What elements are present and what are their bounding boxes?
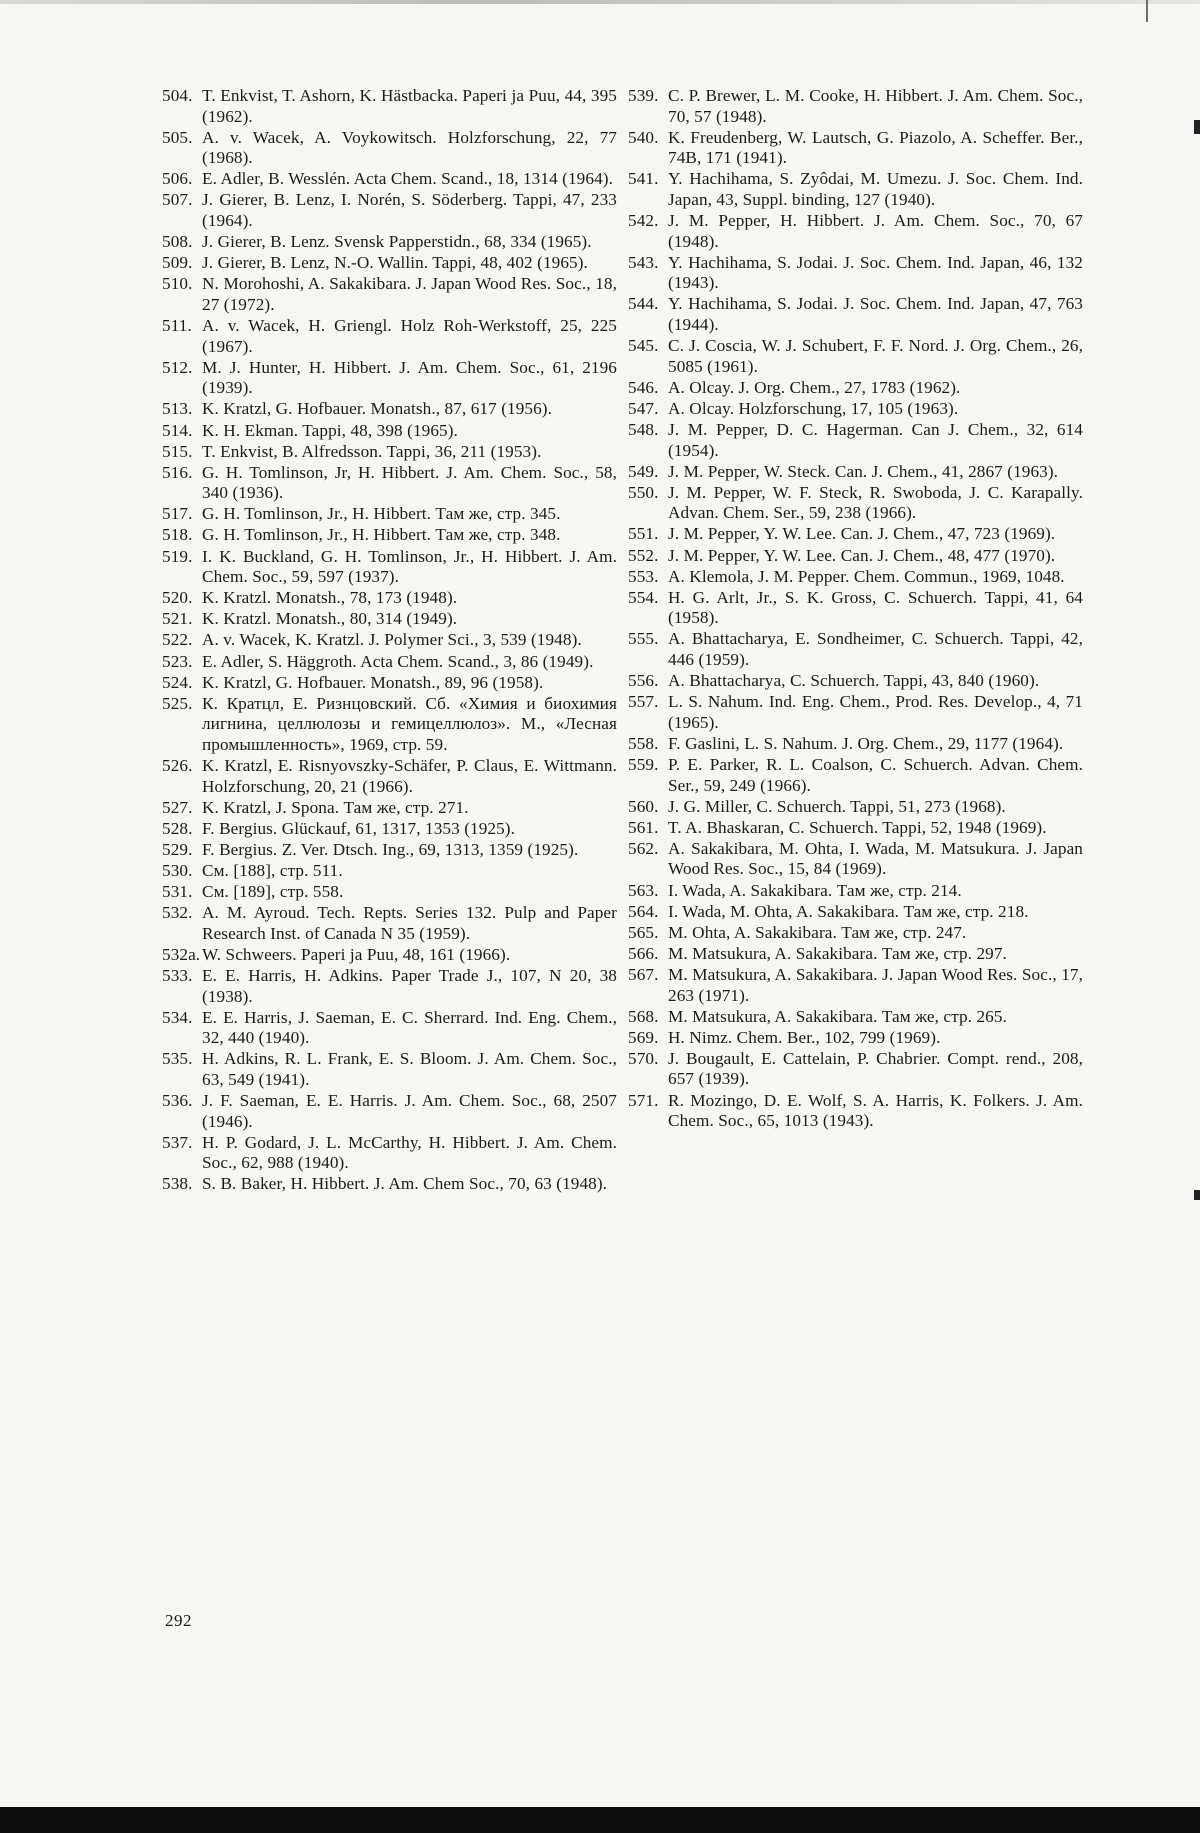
reference-number: 519. [162, 546, 193, 566]
reference-entry [162, 1133, 617, 1174]
reference-entry [628, 839, 1083, 880]
reference-number: 558. [628, 733, 659, 753]
reference-entry [162, 1049, 617, 1090]
reference-number: 564. [628, 901, 659, 921]
reference-number: 554. [628, 587, 659, 607]
page-number: 292 [165, 1611, 192, 1630]
reference-number: 560. [628, 796, 659, 816]
reference-number: 548. [628, 420, 659, 439]
reference-entry [628, 818, 1083, 839]
reference-text: K. Kratzl, G. Hofbauer. Monatsh., 87, 617 (1956). [202, 399, 553, 419]
reference-entry [628, 588, 1083, 629]
reference-entry [628, 546, 1083, 567]
reference-text: C. J. Coscia, W. J. Schubert, F. F. Nord. J. Org. Chem., 26, 5085 (1961). [668, 336, 1083, 376]
reference-text: P. E. Parker, R. L. Coalson, C. Schuerch. Advan. Chem. Ser., 59, 249 (1966). [668, 755, 1083, 795]
reference-number: 537. [162, 1132, 193, 1152]
reference-text: K. Kratzl, E. Risnyovszky-Schäfer, P. Claus, E. Wittmann. Holzforschung, 20, 21 (1966). [202, 756, 617, 796]
reference-number: 561. [628, 817, 659, 837]
reference-text: G. H. Tomlinson, Jr., H. Hibbert. Там же, стр. 345. [202, 504, 561, 524]
reference-entry [628, 399, 1083, 420]
reference-number: 570. [628, 1048, 659, 1068]
reference-entry [162, 86, 617, 127]
reference-entry [628, 211, 1083, 252]
reference-text: M. J. Hunter, H. Hibbert. J. Am. Chem. Soc., 61, 2196 (1939). [202, 357, 617, 398]
reference-text: M. Matsukura, A. Sakakibara. Там же, стр. 265. [668, 1006, 1007, 1026]
reference-entry [628, 483, 1083, 524]
reference-number: 510. [162, 274, 193, 294]
reference-number: 525. [162, 693, 193, 713]
reference-entry [162, 588, 617, 609]
reference-entry [162, 694, 617, 756]
reference-text: T. Enkvist, T. Ashorn, K. Hästbacka. Paperi ja Puu, 44, 395 (1962). [202, 86, 617, 126]
reference-number: 504. [162, 86, 193, 105]
reference-entry [162, 861, 617, 882]
reference-entry [628, 169, 1083, 210]
reference-entry [628, 923, 1083, 944]
reference-entry [162, 232, 617, 253]
reference-text: C. P. Brewer, L. M. Cooke, H. Hibbert. J. Am. Chem. Soc., 70, 57 (1948). [668, 86, 1083, 126]
reference-text: A. Sakakibara, M. Ohta, I. Wada, M. Matsukura. J. Japan Wood Res. Soc., 15, 84 (1969). [668, 838, 1083, 879]
reference-number: 543. [628, 252, 659, 272]
reference-number: 526. [162, 756, 193, 775]
reference-entry [162, 169, 617, 190]
reference-number: 507. [162, 190, 193, 210]
reference-text: J. Gierer, B. Lenz, I. Norén, S. Söderberg. Tappi, 47, 233 (1964). [202, 190, 617, 231]
reference-entry [162, 819, 617, 840]
reference-text: J. M. Pepper, W. Steck. Can. J. Chem., 41, 2867 (1963). [668, 461, 1059, 481]
reference-text: M. Matsukura, A. Sakakibara. J. Japan Wood Res. Soc., 17, 263 (1971). [668, 964, 1083, 1005]
reference-number: 521. [162, 609, 193, 629]
reference-number: 518. [162, 525, 193, 545]
reference-number: 511. [162, 316, 192, 336]
reference-entry [628, 797, 1083, 818]
reference-entry [162, 966, 617, 1007]
reference-number: 544. [628, 294, 659, 314]
reference-number: 540. [628, 127, 659, 147]
reference-entry [628, 524, 1083, 545]
reference-entry [162, 274, 617, 315]
reference-number: 566. [628, 943, 659, 963]
reference-text: M. Ohta, A. Sakakibara. Там же, стр. 247. [668, 922, 967, 942]
reference-text: I. Wada, M. Ohta, A. Sakakibara. Там же, стр. 218. [668, 901, 1029, 921]
reference-number: 530. [162, 860, 193, 880]
reference-text: G. H. Tomlinson, Jr., H. Hibbert. Там же, стр. 348. [202, 525, 561, 545]
reference-text: R. Mozingo, D. E. Wolf, S. A. Harris, K. Folkers. J. Am. Chem. Soc., 65, 1013 (1943). [668, 1090, 1083, 1131]
reference-text: J. M. Pepper, Y. W. Lee. Can. J. Chem., 48, 477 (1970). [668, 545, 1056, 565]
reference-entry [162, 945, 617, 966]
reference-number: 516. [162, 462, 193, 482]
reference-text: J. Bougault, E. Cattelain, P. Chabrier. Compt. rend., 208, 657 (1939). [668, 1048, 1083, 1089]
reference-text: J. Gierer, B. Lenz, N.-O. Wallin. Tappi, 48, 402 (1965). [202, 253, 588, 273]
reference-number: 533. [162, 965, 193, 985]
reference-text: A. Bhattacharya, E. Sondheimer, C. Schuerch. Tappi, 42, 446 (1959). [668, 629, 1083, 670]
reference-entry [162, 504, 617, 525]
reference-number: 568. [628, 1006, 659, 1026]
reference-entry [162, 442, 617, 463]
reference-entry [162, 128, 617, 169]
reference-text: K. H. Ekman. Tappi, 48, 398 (1965). [202, 420, 458, 440]
reference-entry [628, 294, 1083, 335]
reference-text: H. P. Godard, J. L. McCarthy, H. Hibbert. J. Am. Chem. Soc., 62, 988 (1940). [202, 1132, 617, 1173]
reference-text: A. Olcay. J. Org. Chem., 27, 1783 (1962). [668, 377, 961, 397]
reference-entry [162, 903, 617, 944]
reference-text: J. M. Pepper, W. F. Steck, R. Swoboda, J. C. Karapally. Advan. Chem. Ser., 59, 238 (1966). [668, 482, 1083, 523]
reference-number: 546. [628, 377, 659, 397]
reference-text: G. H. Tomlinson, Jr, H. Hibbert. J. Am. Chem. Soc., 58, 340 (1936). [202, 462, 617, 503]
reference-entry [162, 463, 617, 504]
reference-text: См. [188], стр. 511. [202, 860, 343, 880]
reference-entry [162, 253, 617, 274]
reference-entry [628, 965, 1083, 1006]
reference-entry [628, 1091, 1083, 1132]
reference-number: 541. [628, 169, 659, 189]
reference-number: 532a. [162, 944, 201, 964]
reference-entry [162, 421, 617, 442]
reference-number: 542. [628, 211, 659, 231]
reference-text: J. G. Miller, C. Schuerch. Tappi, 51, 273 (1968). [668, 796, 1006, 816]
reference-entry [628, 128, 1083, 169]
reference-number: 565. [628, 922, 659, 942]
reference-number: 562. [628, 838, 659, 858]
reference-text: См. [189], стр. 558. [202, 882, 344, 902]
reference-entry [162, 399, 617, 420]
reference-text: H. Adkins, R. L. Frank, E. S. Bloom. J. Am. Chem. Soc., 63, 549 (1941). [202, 1049, 617, 1089]
reference-number: 531. [162, 882, 193, 902]
reference-text: T. Enkvist, B. Alfredsson. Tappi, 36, 211 (1953). [202, 441, 542, 461]
reference-text: A. v. Wacek, A. Voykowitsch. Holzforschung, 22, 77 (1968). [202, 127, 617, 168]
reference-entry [162, 525, 617, 546]
reference-entry [628, 671, 1083, 692]
reference-number: 534. [162, 1007, 193, 1027]
reference-text: J. F. Saeman, E. E. Harris. J. Am. Chem. Soc., 68, 2507 (1946). [202, 1091, 617, 1131]
reference-text: J. M. Pepper, D. C. Hagerman. Can J. Chem., 32, 614 (1954). [668, 420, 1083, 460]
reference-entry [162, 673, 617, 694]
reference-entry [162, 190, 617, 231]
reference-entry [162, 652, 617, 673]
reference-number: 506. [162, 169, 193, 189]
reference-number: 539. [628, 86, 659, 105]
reference-number: 514. [162, 420, 193, 440]
reference-text: Y. Hachihama, S. Jodai. J. Soc. Chem. Ind. Japan, 46, 132 (1943). [668, 252, 1083, 293]
reference-text: J. M. Pepper, H. Hibbert. J. Am. Chem. Soc., 70, 67 (1948). [668, 211, 1083, 251]
reference-entry [628, 1049, 1083, 1090]
references-left-column [162, 86, 617, 1195]
reference-entry [628, 944, 1083, 965]
reference-text: K. Freudenberg, W. Lautsch, G. Piazolo, A. Scheffer. Ber., 74B, 171 (1941). [668, 127, 1083, 168]
reference-entry [162, 756, 617, 797]
reference-number: 517. [162, 504, 193, 524]
reference-entry [628, 629, 1083, 670]
reference-number: 553. [628, 566, 659, 586]
reference-text: F. Gaslini, L. S. Nahum. J. Org. Chem., 29, 1177 (1964). [668, 733, 1064, 753]
reference-text: A. v. Wacek, K. Kratzl. J. Polymer Sci., 3, 539 (1948). [202, 630, 582, 650]
reference-number: 529. [162, 839, 193, 859]
reference-text: H. G. Arlt, Jr., S. K. Gross, C. Schuerch. Tappi, 41, 64 (1958). [668, 587, 1083, 628]
reference-entry [162, 798, 617, 819]
reference-number: 569. [628, 1027, 659, 1047]
reference-number: 535. [162, 1049, 193, 1069]
reference-text: J. Gierer, B. Lenz. Svensk Papperstidn., 68, 334 (1965). [202, 232, 592, 252]
reference-number: 520. [162, 588, 193, 608]
reference-text: A. Olcay. Holzforschung, 17, 105 (1963). [668, 398, 959, 418]
reference-text: A. M. Ayroud. Tech. Repts. Series 132. Pulp and Paper Research Inst. of Canada N 35 (1959). [202, 903, 617, 943]
reference-entry [162, 630, 617, 651]
reference-number: 551. [628, 524, 659, 544]
reference-entry [628, 378, 1083, 399]
reference-number: 523. [162, 651, 193, 671]
reference-text: Y. Hachihama, S. Zyôdai, M. Umezu. J. Soc. Chem. Ind. Japan, 43, Suppl. binding, 127 (1940). [668, 169, 1083, 209]
references-right-column [628, 86, 1083, 1132]
reference-text: F. Bergius. Glückauf, 61, 1317, 1353 (1925). [202, 818, 516, 838]
reference-text: I. K. Buckland, G. H. Tomlinson, Jr., H. Hibbert. J. Am. Chem. Soc., 59, 597 (1937). [202, 546, 617, 587]
reference-entry [162, 1174, 617, 1195]
reference-entry [162, 882, 617, 903]
reference-text: К. Кратцл, Е. Ризнцовский. Сб. «Химия и биохимия лигнина, целлюлозы и гемицеллюлоз». М., «Лесная промышленность», 1969, стр. 59. [202, 693, 617, 754]
reference-entry [628, 692, 1083, 733]
reference-entry [628, 734, 1083, 755]
reference-entry [628, 462, 1083, 483]
reference-number: 522. [162, 630, 193, 650]
reference-text: W. Schweers. Paperi ja Puu, 48, 161 (1966). [202, 944, 511, 964]
reference-text: A. v. Wacek, H. Griengl. Holz Roh-Werkstoff, 25, 225 (1967). [202, 316, 617, 356]
reference-text: E. Adler, B. Wesslén. Acta Chem. Scand., 18, 1314 (1964). [202, 169, 613, 189]
reference-number: 515. [162, 441, 193, 461]
scan-top-edge [0, 0, 1200, 4]
reference-text: T. A. Bhaskaran, C. Schuerch. Tappi, 52, 1948 (1969). [668, 817, 1047, 837]
reference-entry [162, 1091, 617, 1132]
reference-entry [162, 358, 617, 399]
reference-number: 545. [628, 336, 659, 356]
reference-number: 527. [162, 797, 193, 817]
reference-number: 557. [628, 692, 659, 712]
reference-number: 505. [162, 127, 193, 147]
reference-text: K. Kratzl. Monatsh., 78, 173 (1948). [202, 588, 458, 608]
reference-text: A. Klemola, J. M. Pepper. Chem. Commun., 1969, 1048. [668, 566, 1065, 586]
reference-number: 524. [162, 672, 193, 692]
reference-number: 528. [162, 818, 193, 838]
reference-number: 567. [628, 964, 659, 984]
reference-number: 555. [628, 629, 659, 649]
reference-entry [628, 1007, 1083, 1028]
scan-edge-mark [1194, 120, 1200, 134]
reference-entry [628, 881, 1083, 902]
reference-text: L. S. Nahum. Ind. Eng. Chem., Prod. Res. Develop., 4, 71 (1965). [668, 692, 1083, 732]
reference-number: 509. [162, 253, 193, 273]
reference-number: 563. [628, 880, 659, 900]
reference-text: K. Kratzl. Monatsh., 80, 314 (1949). [202, 609, 458, 629]
reference-entry [628, 86, 1083, 127]
reference-text: E. E. Harris, H. Adkins. Paper Trade J., 107, N 20, 38 (1938). [202, 965, 617, 1006]
reference-text: K. Kratzl, G. Hofbauer. Monatsh., 89, 96 (1958). [202, 672, 544, 692]
reference-text: S. B. Baker, H. Hibbert. J. Am. Chem Soc., 70, 63 (1948). [202, 1174, 608, 1194]
reference-number: 513. [162, 399, 193, 419]
reference-text: J. M. Pepper, Y. W. Lee. Can. J. Chem., 47, 723 (1969). [668, 524, 1056, 544]
reference-text: Y. Hachihama, S. Jodai. J. Soc. Chem. Ind. Japan, 47, 763 (1944). [668, 294, 1083, 335]
reference-entry [628, 420, 1083, 461]
reference-entry [162, 316, 617, 357]
reference-number: 536. [162, 1091, 193, 1110]
reference-text: H. Nimz. Chem. Ber., 102, 799 (1969). [668, 1027, 941, 1047]
scan-bottom-edge [0, 1807, 1200, 1833]
reference-entry [628, 1028, 1083, 1049]
reference-entry [628, 902, 1083, 923]
reference-number: 559. [628, 755, 659, 774]
scan-edge-mark [1194, 1190, 1200, 1200]
reference-entry [162, 609, 617, 630]
reference-entry [162, 1008, 617, 1049]
reference-number: 538. [162, 1174, 193, 1194]
reference-entry [628, 336, 1083, 377]
reference-number: 549. [628, 461, 659, 481]
reference-text: K. Kratzl, J. Spona. Там же, стр. 271. [202, 797, 469, 817]
reference-number: 508. [162, 232, 193, 252]
reference-text: E. Adler, S. Häggroth. Acta Chem. Scand., 3, 86 (1949). [202, 651, 594, 671]
reference-number: 552. [628, 545, 659, 565]
reference-text: F. Bergius. Z. Ver. Dtsch. Ing., 69, 1313, 1359 (1925). [202, 839, 579, 859]
scan-speck-mark [1146, 0, 1148, 22]
reference-text: M. Matsukura, A. Sakakibara. Там же, стр. 297. [668, 943, 1007, 963]
reference-number: 556. [628, 671, 659, 691]
reference-entry [162, 840, 617, 861]
reference-number: 571. [628, 1090, 659, 1110]
reference-entry [162, 547, 617, 588]
reference-number: 550. [628, 482, 659, 502]
reference-number: 532. [162, 903, 193, 923]
reference-text: I. Wada, A. Sakakibara. Там же, стр. 214. [668, 880, 962, 900]
reference-number: 547. [628, 398, 659, 418]
reference-text: N. Morohoshi, A. Sakakibara. J. Japan Wood Res. Soc., 18, 27 (1972). [202, 274, 617, 314]
reference-text: A. Bhattacharya, C. Schuerch. Tappi, 43, 840 (1960). [668, 671, 1040, 691]
reference-entry [628, 253, 1083, 294]
reference-number: 512. [162, 357, 193, 377]
reference-entry [628, 755, 1083, 796]
reference-entry [628, 567, 1083, 588]
reference-text: E. E. Harris, J. Saeman, E. C. Sherrard. Ind. Eng. Chem., 32, 440 (1940). [202, 1007, 617, 1048]
